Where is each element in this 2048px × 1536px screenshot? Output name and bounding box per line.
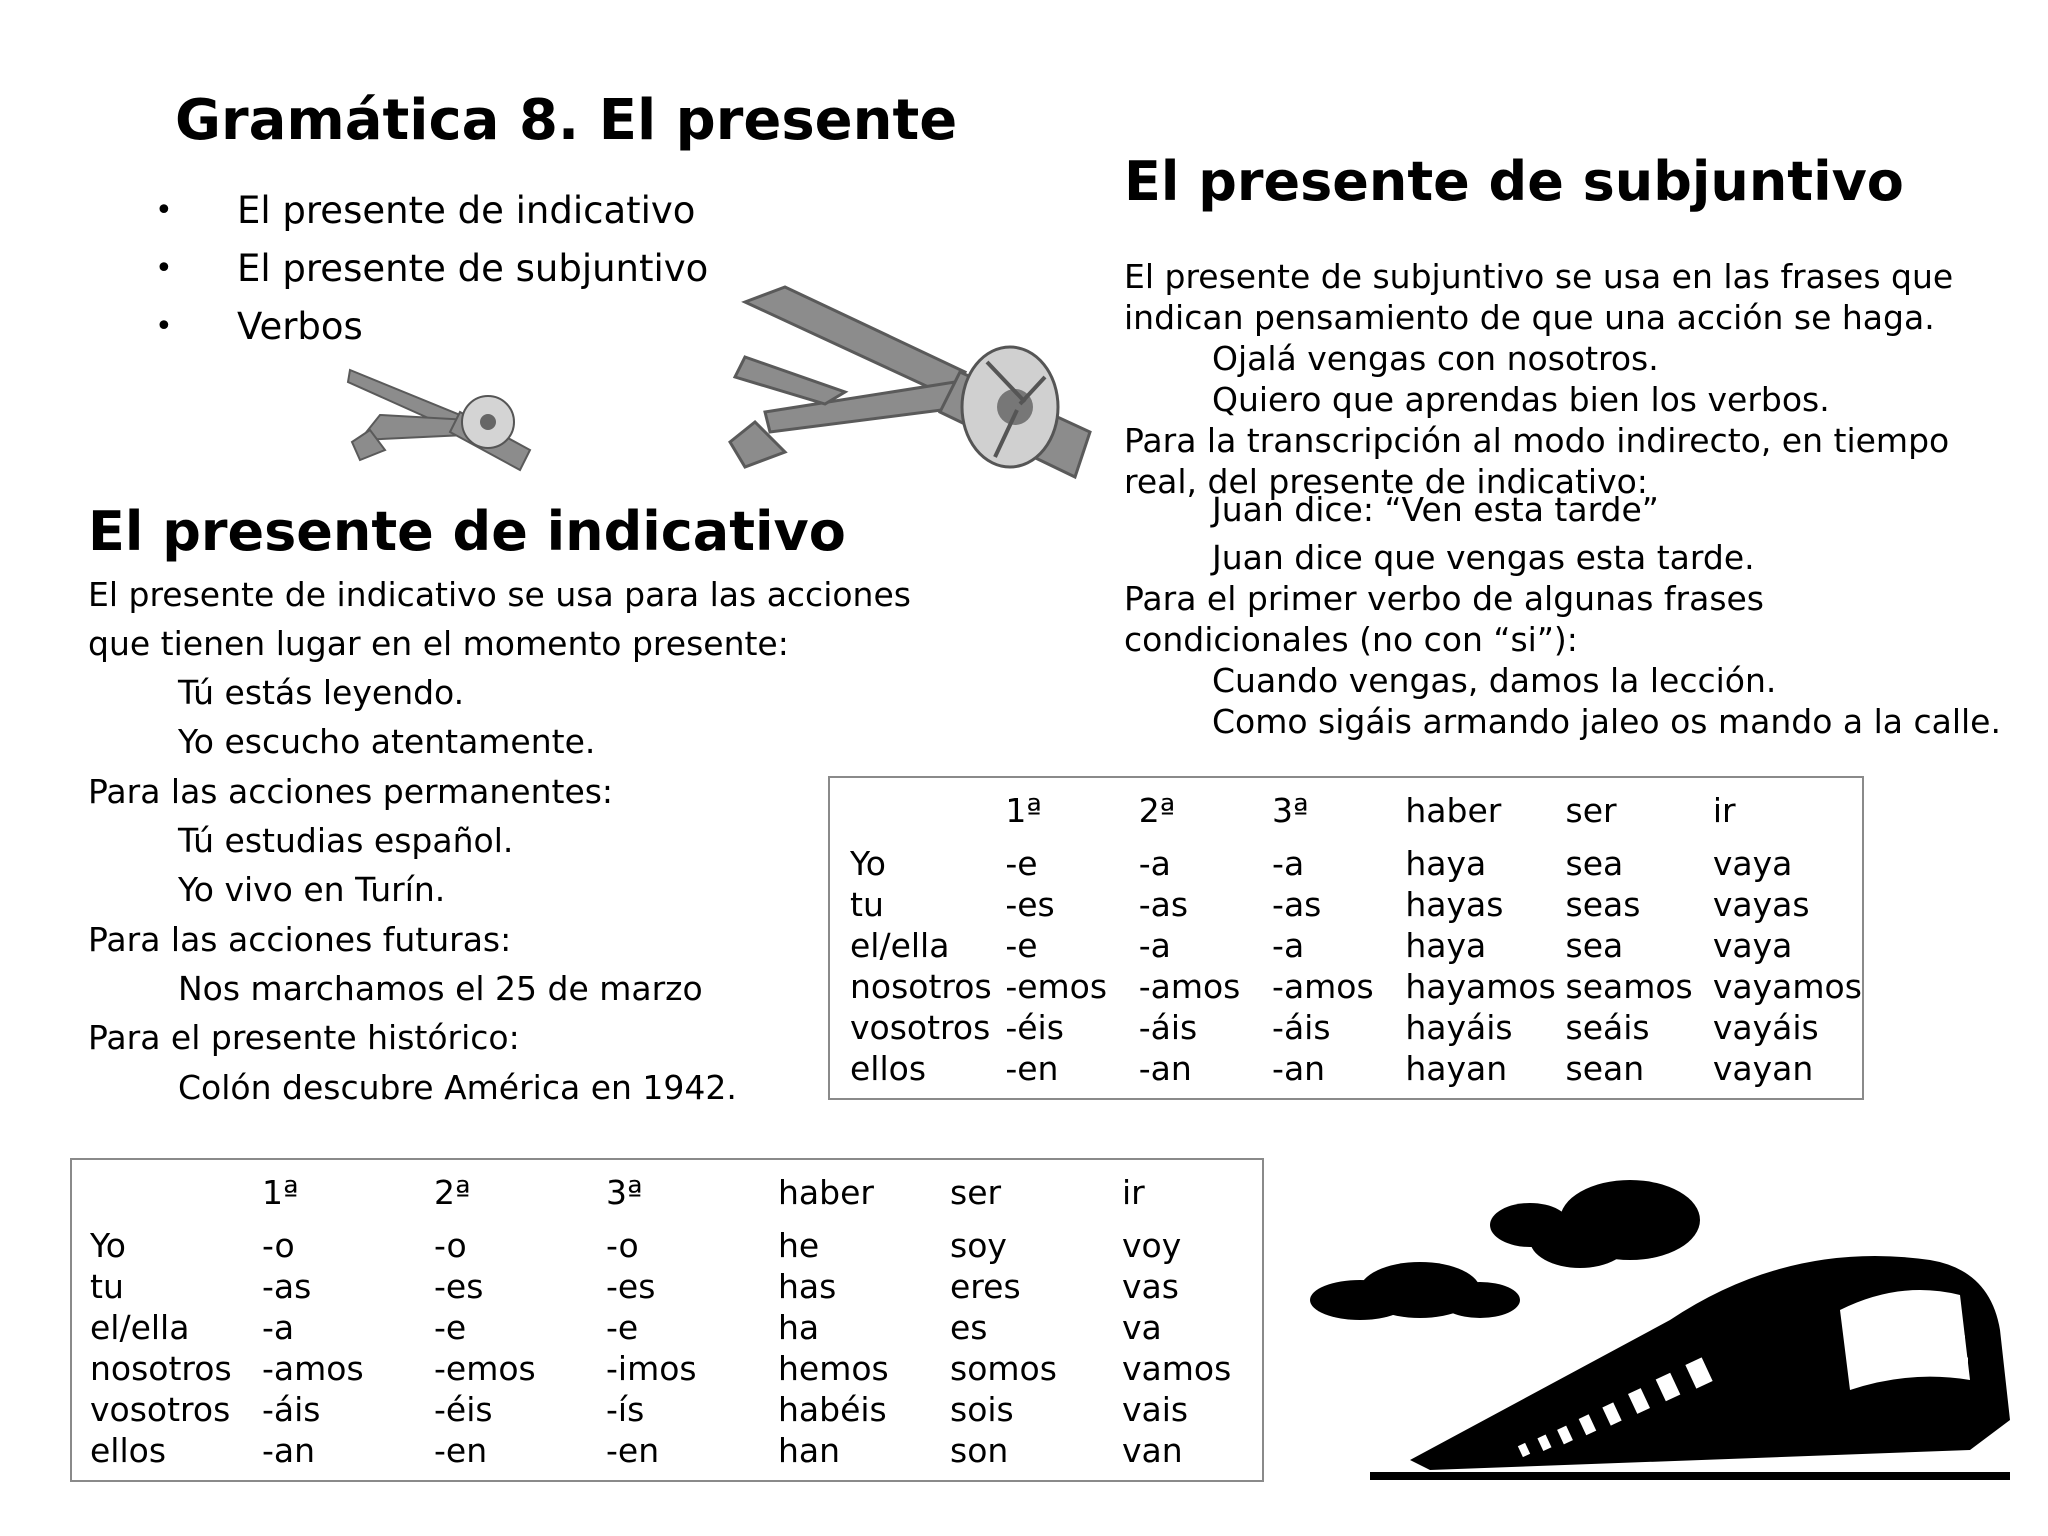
table-cell: sean bbox=[1565, 1049, 1645, 1088]
topic-item: • Verbos bbox=[155, 305, 363, 348]
table-cell: -áis bbox=[1272, 1008, 1331, 1047]
table-cell: seáis bbox=[1565, 1008, 1650, 1047]
subjuntivo-text: indican pensamiento de que una acción se haga. bbox=[1124, 298, 1935, 337]
table-cell: -a bbox=[262, 1308, 295, 1347]
indicativo-text: Para el presente histórico: bbox=[88, 1018, 520, 1057]
table-cell: -as bbox=[1138, 885, 1189, 924]
subjuntivo-example: Como sigáis armando jaleo os mando a la calle. bbox=[1212, 702, 2001, 741]
table-cell: vas bbox=[1122, 1267, 1179, 1306]
table-row bbox=[90, 1389, 1262, 1430]
indicativo-text: El presente de indicativo se usa para las acciones bbox=[88, 575, 911, 614]
table-cell: haya bbox=[1405, 844, 1487, 883]
table-cell: -o bbox=[434, 1226, 467, 1265]
indicativo-example: Yo escucho atentamente. bbox=[178, 722, 596, 761]
table-cell: -a bbox=[1138, 844, 1171, 883]
indicativo-example: Tú estudias español. bbox=[178, 821, 514, 860]
table-cell: eres bbox=[950, 1267, 1021, 1306]
table-header-cell bbox=[90, 1168, 262, 1225]
table-cell: soy bbox=[950, 1226, 1007, 1265]
table-cell: hayáis bbox=[1405, 1008, 1513, 1047]
table-cell: -as bbox=[1272, 885, 1322, 924]
table-cell: vaya bbox=[1712, 926, 1793, 965]
subjuntivo-example: Juan dice: “Ven esta tarde” bbox=[1212, 490, 1659, 529]
table-cell: vais bbox=[1122, 1390, 1189, 1429]
indicativo-table bbox=[90, 1168, 1262, 1471]
table-header-cell: 1ª bbox=[262, 1173, 299, 1212]
topic-item-label: El presente de indicativo bbox=[237, 189, 696, 232]
table-cell: -emos bbox=[1005, 967, 1108, 1006]
table-cell: -amos bbox=[1138, 967, 1241, 1006]
table-header-cell: 2ª bbox=[434, 1173, 471, 1212]
table-header-cell: ser bbox=[1565, 791, 1617, 830]
table-cell: son bbox=[950, 1431, 1009, 1470]
table-cell: vosotros bbox=[90, 1390, 231, 1429]
table-cell: he bbox=[778, 1226, 820, 1265]
table-cell: -e bbox=[1005, 926, 1038, 965]
table-cell: -imos bbox=[606, 1349, 697, 1388]
table-cell: Yo bbox=[850, 844, 886, 883]
table-row bbox=[850, 843, 1862, 884]
table-cell: -e bbox=[1005, 844, 1038, 883]
table-cell: -a bbox=[1138, 926, 1171, 965]
table-header-cell: 3ª bbox=[1272, 791, 1309, 830]
table-cell: seas bbox=[1565, 885, 1641, 924]
table-cell: -amos bbox=[1272, 967, 1374, 1006]
train-icon bbox=[1370, 1200, 2010, 1500]
table-cell: vamos bbox=[1122, 1349, 1232, 1388]
table-cell: somos bbox=[950, 1349, 1057, 1388]
table-cell: -an bbox=[1138, 1049, 1192, 1088]
table-cell: -an bbox=[262, 1431, 316, 1470]
table-row bbox=[90, 1348, 1262, 1389]
subjuntivo-text: condicionales (no con “si”): bbox=[1124, 620, 1578, 659]
table-cell: hayan bbox=[1405, 1049, 1508, 1088]
table-cell: es bbox=[950, 1308, 988, 1347]
table-cell: -a bbox=[1272, 844, 1305, 883]
table-cell: has bbox=[778, 1267, 837, 1306]
table-cell: tu bbox=[90, 1267, 124, 1306]
table-cell: -an bbox=[1272, 1049, 1326, 1088]
table-cell: seamos bbox=[1565, 967, 1693, 1006]
topic-item-label: Verbos bbox=[237, 305, 363, 348]
table-header-cell: 3ª bbox=[606, 1173, 643, 1212]
subjuntivo-heading: El presente de subjuntivo bbox=[1124, 150, 1904, 213]
table-cell: vayan bbox=[1712, 1049, 1814, 1088]
table-cell: van bbox=[1122, 1431, 1183, 1470]
subjuntivo-conjugation-table bbox=[828, 776, 1864, 1100]
subjuntivo-text: real, del presente de indicativo: bbox=[1124, 462, 1648, 501]
table-row bbox=[850, 884, 1862, 925]
table-header-cell: 1ª bbox=[1005, 791, 1042, 830]
table-cell: vayas bbox=[1712, 885, 1810, 924]
table-cell: ellos bbox=[850, 1049, 927, 1088]
table-cell: -o bbox=[606, 1226, 639, 1265]
table-cell: -a bbox=[1272, 926, 1305, 965]
table-cell: nosotros bbox=[850, 967, 992, 1006]
indicativo-text: Para las acciones permanentes: bbox=[88, 772, 614, 811]
subjuntivo-text: Para el primer verbo de algunas frases bbox=[1124, 579, 1765, 618]
table-cell: tu bbox=[850, 885, 884, 924]
table-cell: -es bbox=[1005, 885, 1055, 924]
subjuntivo-text: Para la transcripción al modo indirecto, en tiempo bbox=[1124, 421, 1950, 460]
table-cell: el/ella bbox=[90, 1308, 190, 1347]
indicativo-example: Nos marchamos el 25 de marzo bbox=[178, 969, 703, 1008]
table-cell: voy bbox=[1122, 1226, 1182, 1265]
table-cell: -éis bbox=[434, 1390, 493, 1429]
table-row bbox=[90, 1307, 1262, 1348]
large-airplane-icon bbox=[725, 282, 1095, 492]
indicativo-text: Para las acciones futuras: bbox=[88, 920, 512, 959]
table-row bbox=[90, 1430, 1262, 1471]
table-header-cell: ser bbox=[950, 1173, 1002, 1212]
table-cell: vaya bbox=[1712, 844, 1793, 883]
table-cell: han bbox=[778, 1431, 841, 1470]
indicativo-example: Colón descubre América en 1942. bbox=[178, 1068, 737, 1107]
subjuntivo-text: El presente de subjuntivo se usa en las frases que bbox=[1124, 257, 1954, 296]
indicativo-heading: El presente de indicativo bbox=[88, 500, 846, 563]
table-cell: -e bbox=[434, 1308, 467, 1347]
subjuntivo-table bbox=[850, 786, 1862, 1089]
table-row bbox=[850, 966, 1862, 1007]
table-cell: sea bbox=[1565, 926, 1624, 965]
table-cell: hayamos bbox=[1405, 967, 1556, 1006]
table-header-cell: haber bbox=[778, 1173, 874, 1212]
table-cell: el/ella bbox=[850, 926, 950, 965]
topic-list bbox=[155, 182, 708, 356]
table-cell: sois bbox=[950, 1390, 1014, 1429]
subjuntivo-example: Cuando vengas, damos la lección. bbox=[1212, 661, 1777, 700]
topic-item: • El presente de subjuntivo bbox=[155, 247, 709, 290]
table-cell: Yo bbox=[90, 1226, 126, 1265]
table-header-cell: haber bbox=[1405, 791, 1502, 830]
table-header-row bbox=[850, 786, 1862, 843]
table-cell: -ís bbox=[606, 1390, 645, 1429]
table-cell: ellos bbox=[90, 1431, 167, 1470]
indicativo-example: Tú estás leyendo. bbox=[178, 673, 465, 712]
subjuntivo-example: Ojalá vengas con nosotros. bbox=[1212, 339, 1659, 378]
table-cell: -áis bbox=[262, 1390, 321, 1429]
table-cell: nosotros bbox=[90, 1349, 232, 1388]
indicativo-example: Yo vivo en Turín. bbox=[178, 870, 446, 909]
table-cell: -amos bbox=[262, 1349, 364, 1388]
small-airplane-icon bbox=[340, 360, 540, 480]
table-cell: -emos bbox=[434, 1349, 536, 1388]
table-header-cell bbox=[850, 786, 1005, 843]
table-cell: vosotros bbox=[850, 1008, 991, 1047]
table-row bbox=[90, 1225, 1262, 1266]
table-cell: habéis bbox=[778, 1390, 887, 1429]
indicativo-text: que tienen lugar en el momento presente: bbox=[88, 624, 789, 663]
table-cell: vayamos bbox=[1712, 967, 1862, 1006]
table-cell: -e bbox=[606, 1308, 639, 1347]
table-cell: -o bbox=[262, 1226, 295, 1265]
table-cell: ha bbox=[778, 1308, 820, 1347]
table-header-row bbox=[90, 1168, 1262, 1225]
table-header-cell: ir bbox=[1712, 791, 1736, 830]
table-cell: -en bbox=[434, 1431, 488, 1470]
table-cell: hayas bbox=[1405, 885, 1504, 924]
table-cell: -éis bbox=[1005, 1008, 1064, 1047]
topic-item-label: El presente de subjuntivo bbox=[237, 247, 709, 290]
table-cell: -en bbox=[606, 1431, 660, 1470]
topic-item: • El presente de indicativo bbox=[155, 189, 696, 232]
table-cell: -en bbox=[1005, 1049, 1059, 1088]
table-cell: -es bbox=[434, 1267, 484, 1306]
table-cell: -es bbox=[606, 1267, 656, 1306]
table-cell: -as bbox=[262, 1267, 312, 1306]
indicativo-conjugation-table bbox=[70, 1158, 1264, 1482]
table-row bbox=[850, 925, 1862, 966]
table-row bbox=[90, 1266, 1262, 1307]
subjuntivo-example: Juan dice que vengas esta tarde. bbox=[1212, 538, 1755, 577]
table-row bbox=[850, 1048, 1862, 1089]
table-cell: -áis bbox=[1138, 1008, 1198, 1047]
table-cell: vayáis bbox=[1712, 1008, 1819, 1047]
table-header-cell: 2ª bbox=[1138, 791, 1176, 830]
subjuntivo-example: Quiero que aprendas bien los verbos. bbox=[1212, 380, 1830, 419]
table-row bbox=[850, 1007, 1862, 1048]
table-cell: va bbox=[1122, 1308, 1162, 1347]
page-title: Gramática 8. El presente bbox=[175, 88, 958, 153]
table-cell: hemos bbox=[778, 1349, 889, 1388]
table-cell: sea bbox=[1565, 844, 1624, 883]
table-header-cell: ir bbox=[1122, 1173, 1145, 1212]
table-cell: haya bbox=[1405, 926, 1487, 965]
